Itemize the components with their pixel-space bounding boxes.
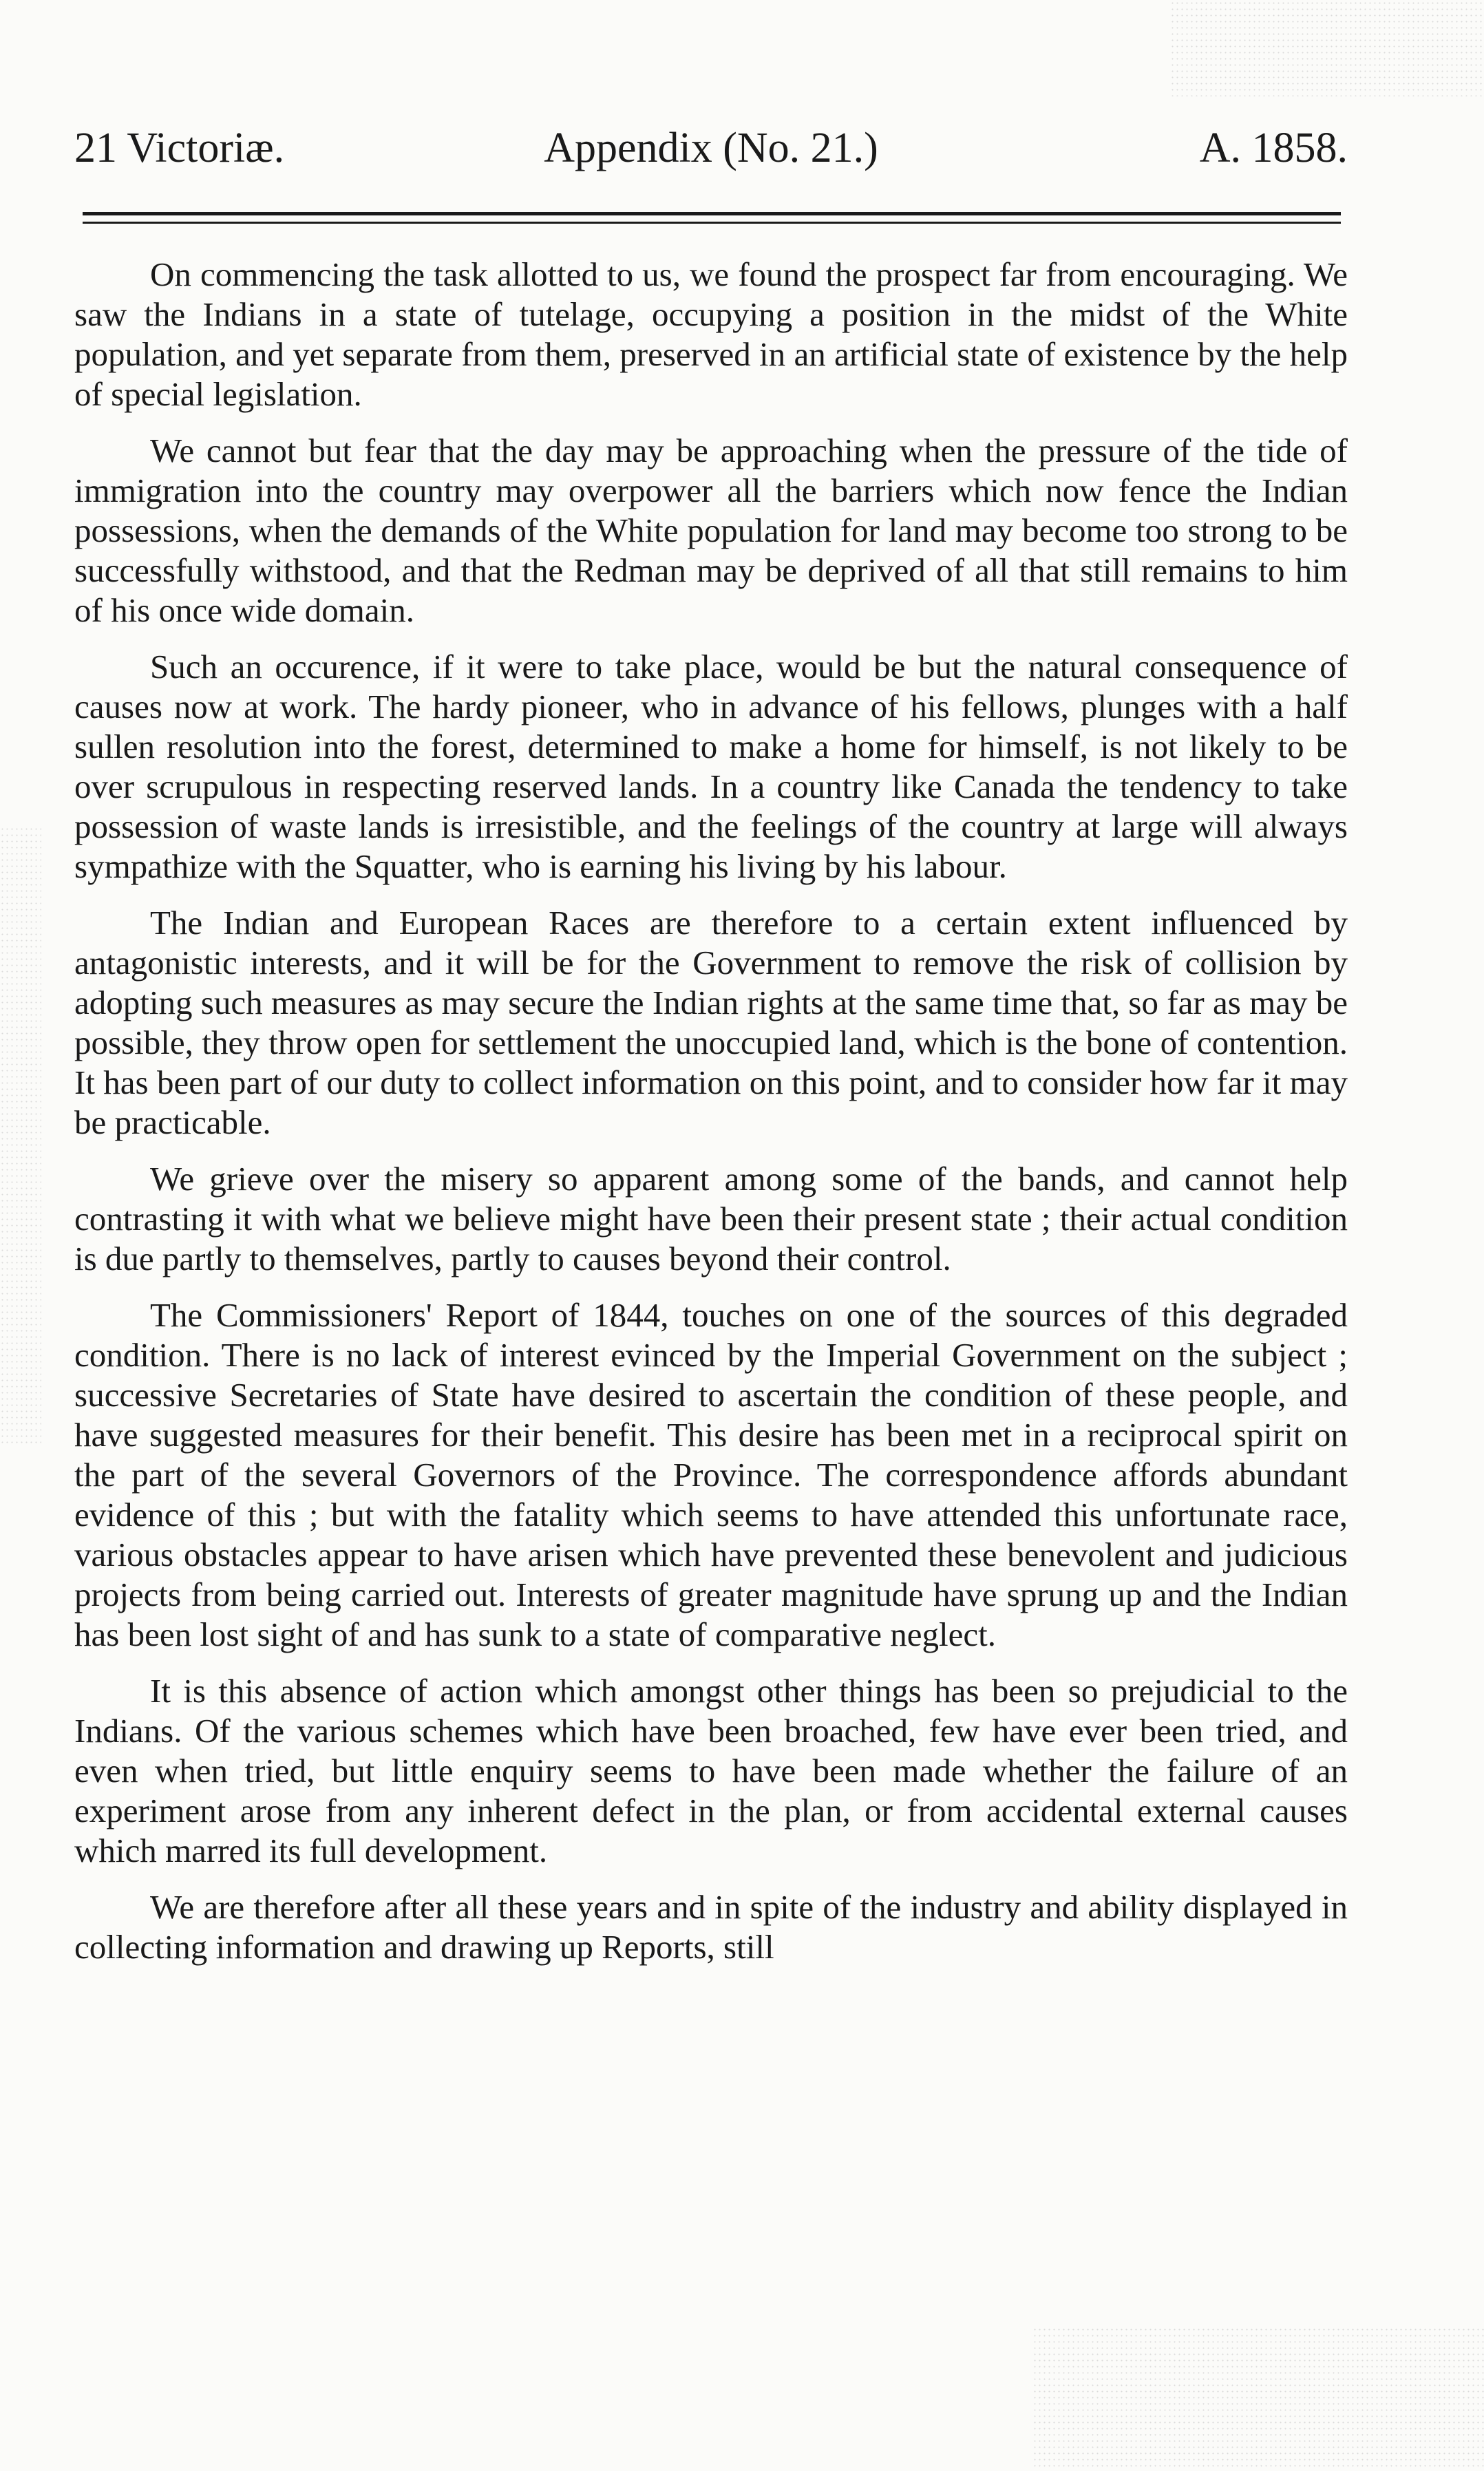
paragraph: The Commissioners' Report of 1844, touches on one of the sources of this degraded condition. There is no lack of interest evinced by the Imperial Government on the subject ; successive Secretaries of State have desired to ascertain the condition of these people, and have suggested measures for their benefit. This desire has been met in a reciprocal spirit on the part of the several Governors of the Province. The correspondence affords abundant evidence of this ; but with the fatality which seems to have attended this unfortunate race, various obstacles appear to have arisen which have prevented these benevolent and judicious projects from being carried out. Interests of greater magnitude have sprung up and the Indian has been lost sight of and has sunk to a state of comparative neglect. xyxy=(74,1296,1348,1653)
paragraph: We cannot but fear that the day may be approaching when the pressure of the tide of immigration into the country may overpower all the barriers which now fence the Indian possessions, when the demands of the White population for land may become too strong to be successfully withstood, and that the Redman may be deprived of all that still remains to him of his once wide domain. xyxy=(74,432,1348,629)
paragraph: Such an occurence, if it were to take place, would be but the natural consequence of causes now at work. The hardy pioneer, who in advance of his fellows, plunges with a half sullen resolution into the forest, determined to make a home for himself, is not likely to be over scrupulous in respecting reserved lands. In a country like Canada the tendency to take possession of waste lands is irresistible, and the feelings of the country at large will always sympathize with the Squatter, who is earning his living by his labour. xyxy=(74,648,1348,885)
paragraph: It is this absence of action which amongst other things has been so prejudicial to the Indians. Of the various schemes which have been broached, few have ever been tried, and even when tried, but little enquiry seems to have been made whether the failure of an experiment arose from any inherent defect in the plan, or from accidental external causes which marred its full development. xyxy=(74,1672,1348,1869)
running-header xyxy=(74,117,1348,179)
body-text xyxy=(74,255,1348,1984)
header-appendix: Appendix (No. 21.) xyxy=(544,125,878,171)
paragraph: We grieve over the misery so apparent among some of the bands, and cannot help contrasting it with what we believe might have been their present state ; their actual condition is due partly to themselves, partly to causes beyond their control. xyxy=(74,1160,1348,1277)
page-speckle-left xyxy=(0,826,41,1445)
page-speckle-bottom xyxy=(1032,2326,1484,2471)
paragraph: The Indian and European Races are therefore to a certain extent influenced by antagonistic interests, and it will be for the Government to remove the risk of collision by adopting such measures as may secure the Indian rights at the same time that, so far as may be possible, they throw open for settlement the unoccupied land, which is the bone of contention. It has been part of our duty to collect information on this point, and to consider how far it may be practicable. xyxy=(74,904,1348,1141)
paragraph: We are therefore after all these years and in spite of the industry and ability displayed in collecting information and drawing up Reports, still xyxy=(74,1888,1348,1966)
paragraph: On commencing the task allotted to us, we found the prospect far from encouraging. We saw the Indians in a state of tutelage, occupying a position in the midst of the White population, and yet separate from them, preserved in an artificial state of existence by the help of special legislation. xyxy=(74,255,1348,413)
header-session: 21 Victoriæ. xyxy=(74,125,285,171)
header-rule-thin xyxy=(83,222,1341,224)
page-speckle-top-right xyxy=(1170,0,1484,96)
header-rule-thick xyxy=(83,212,1341,215)
header-year: A. 1858. xyxy=(1199,125,1348,171)
